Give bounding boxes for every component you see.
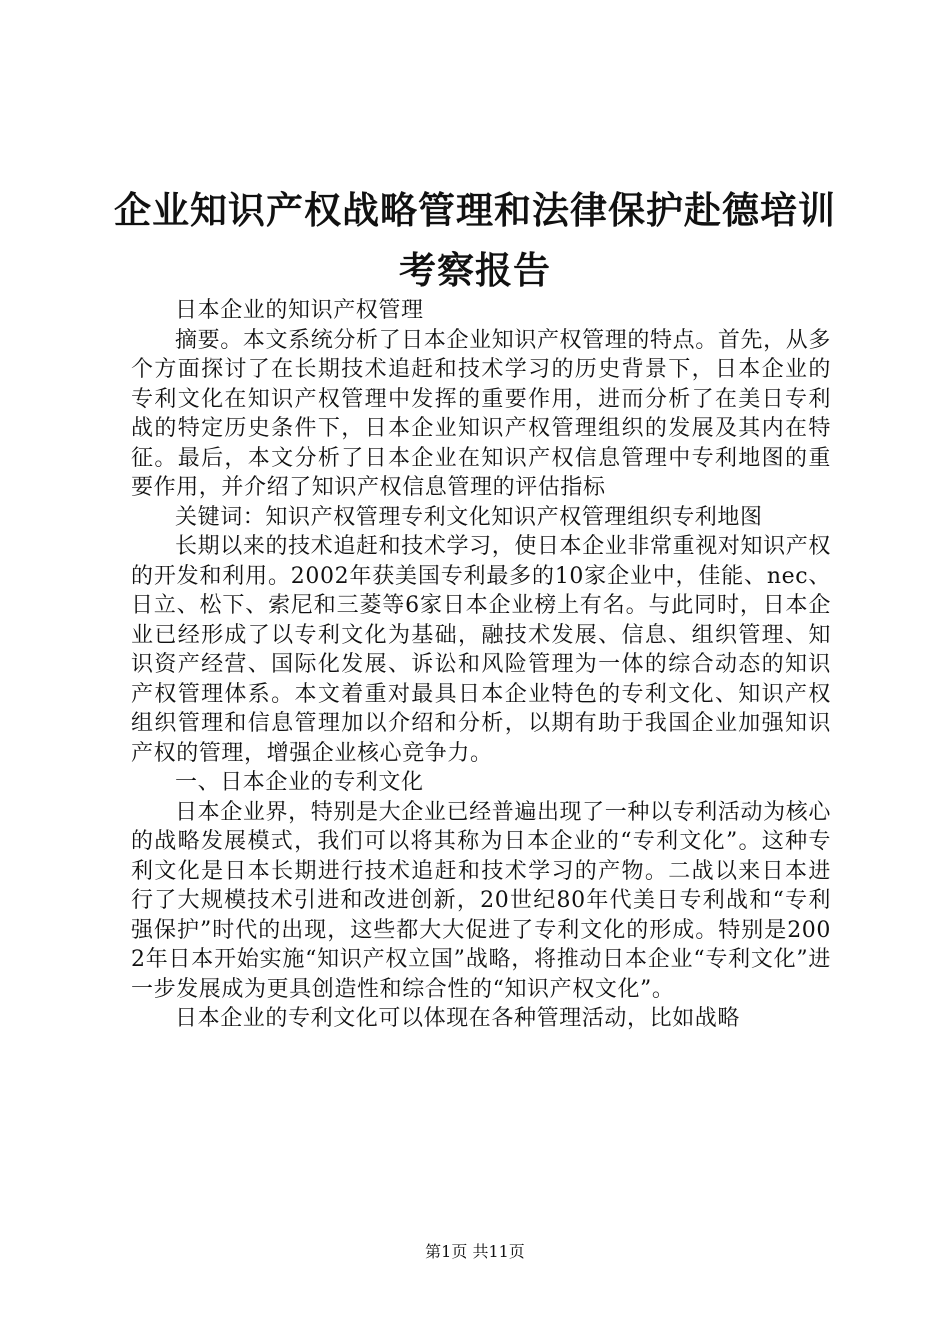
keywords-paragraph: 关键词：知识产权管理专利文化知识产权管理组织专利地图	[175, 504, 763, 530]
abstract-paragraph: 摘要。本文系统分析了日本企业知识产权管理的特点。首先，从多个方面探讨了在长期技术追赶和技术学习的历史背景下，日本企业的专利文化在知识产权管理中发挥的重要作用，进而分析了在美日专利战的特定历史条件下，日本企业知识产权管理组织的发展及其内在特征。最后，本文分析了日本企业在知识产权信息管理中专利地图的重要作用，并介绍了知识产权信息管理的评估指标	[131, 327, 831, 500]
patent-culture-continued-paragraph: 日本企业的专利文化可以体现在各种管理活动，比如战略	[175, 1006, 741, 1031]
section-heading-knowledge-management: 日本企业的知识产权管理	[175, 298, 424, 323]
patent-culture-paragraph: 日本企业界，特别是大企业已经普遍出现了一种以专利活动为核心的战略发展模式，我们可以将其称为日本企业的“专利文化”。这种专利文化是日本长期进行技术追赶和技术学习的产物。二战以来日本进行了大规模技术引进和改进创新，20世纪80年代美日专利战和“专利强保护”时代的出现，这些都大大促进了专利文化的形成。特别是2002年日本开始实施“知识产权立国”战略，将推动日本企业“专利文化”进一步发展成为更具创造性和综合性的“知识产权文化”。	[131, 799, 831, 1002]
page-number-footer: 第1页 共11页	[425, 1242, 525, 1261]
intro-paragraph: 长期以来的技术追赶和技术学习，使日本企业非常重视对知识产权的开发和利用。2002年获美国专利最多的10家企业中，佳能、nec、日立、松下、索尼和三菱等6家日本企业榜上有名。与此同时，日本企业已经形成了以专利文化为基础，融技术发展、信息、组织管理、知识资产经营、国际化发展、诉讼和风险管理为一体的综合动态的知识产权管理体系。本文着重对最具日本企业特色的专利文化、知识产权组织管理和信息管理加以介绍和分析，以期有助于我国企业加强知识产权的管理，增强企业核心竞争力。	[131, 534, 831, 766]
document-title: 企业知识产权战略管理和法律保护赴德培训考察报告	[114, 188, 836, 292]
section-heading-patent-culture: 一、日本企业的专利文化	[175, 770, 424, 795]
document-body	[131, 296, 831, 1034]
